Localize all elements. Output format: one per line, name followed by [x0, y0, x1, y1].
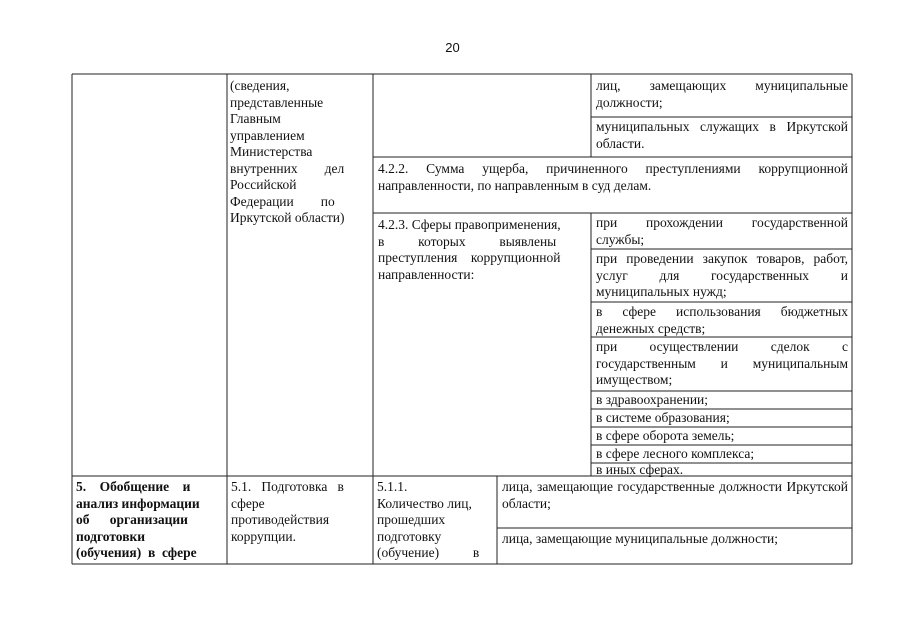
source-line: Российской [230, 177, 297, 192]
sphere-item: при осуществлении сделок с государственным и муниципальным имуществом; [596, 339, 848, 387]
item-5-1-line: сфере [231, 495, 265, 511]
source-line: Иркутской области) [230, 210, 345, 225]
source-line: представленные [230, 94, 324, 110]
section-5-line: анализ информации [76, 495, 200, 511]
item-5-1-1-line: прошедших [377, 512, 446, 527]
section-5-line: 5. Обобщение и [76, 479, 191, 494]
item-5-1-1 [377, 479, 495, 562]
item-5-1-1-line: подготовку [377, 528, 442, 544]
item-5-1-1-line: (обучение) в [377, 545, 480, 560]
item-5-1-line: коррупции. [231, 528, 296, 544]
item-5-1-1-line: Количество лиц, [377, 495, 472, 511]
source-line: (сведения, [230, 78, 290, 93]
municipal-servants: муниципальных служащих в Иркутской области. [596, 119, 848, 151]
source-line: Федерации по [230, 193, 335, 209]
section-5-line: (обучения) в сфере [76, 545, 197, 560]
sphere-item: в иных сферах. [596, 462, 684, 477]
sphere-item: в сфере оборота земель; [596, 428, 735, 443]
sphere-item: в здравоохранении; [596, 392, 709, 407]
source-line: Главным [230, 111, 281, 126]
item-5-1-1-line: 5.1.1. [377, 479, 408, 494]
sphere-item: в сфере использования бюджетных денежных средств; [596, 304, 848, 336]
item-4-2-3-line: 4.2.3. Сферы правоприменения, [378, 217, 561, 232]
training-state-officials: лица, замещающие государственные должности Иркутской области; [502, 479, 848, 511]
item-4-2-3-line: направленности: [378, 266, 475, 282]
section-5-line: подготовки [76, 528, 146, 544]
page-number: 20 [445, 40, 460, 55]
item-5-1-line: противодействия [231, 512, 330, 527]
source-line: Министерства [230, 144, 313, 159]
source-note [230, 78, 368, 227]
section-5-title [76, 479, 224, 562]
sphere-item: в сфере лесного комплекса; [596, 446, 755, 461]
item-4-2-3 [378, 217, 588, 283]
section-5-line: об организации [76, 512, 188, 527]
item-4-2-3-line: преступления коррупционной [378, 250, 561, 265]
item-5-1-line: 5.1. Подготовка в [231, 479, 344, 494]
item-5-1 [231, 479, 371, 545]
source-line: управлением [230, 127, 305, 143]
source-line: внутренних дел [230, 160, 345, 176]
training-municipal-officials: лица, замещающие муниципальные должности; [502, 531, 779, 546]
officials-municipal-positions: лиц, замещающих муниципальные должности; [596, 78, 848, 110]
item-4-2-2: 4.2.2. Сумма ущерба, причиненного преступлениями коррупционной направленности, по направленным в суд делам. [378, 161, 848, 193]
sphere-item: при проведении закупок товаров, работ, услуг для государственных и муниципальных нужд; [596, 251, 848, 299]
sphere-item: при прохождении государственной службы; [596, 215, 848, 247]
sphere-item: в системе образования; [596, 410, 730, 425]
item-4-2-3-line: в которых выявлены [378, 233, 557, 249]
